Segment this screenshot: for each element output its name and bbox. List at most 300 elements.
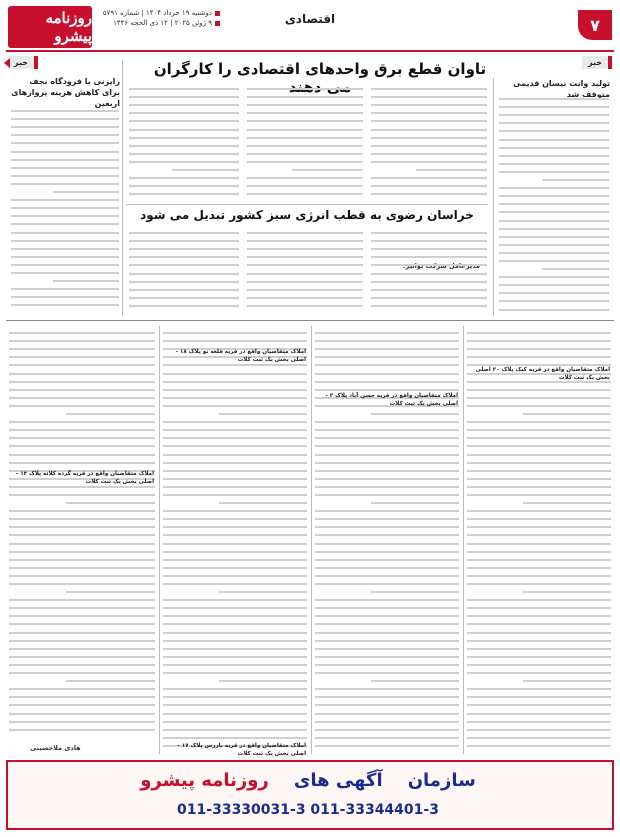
text-line	[371, 674, 459, 682]
text-line	[163, 553, 307, 561]
text-line	[53, 274, 119, 282]
text-line	[9, 375, 155, 383]
text-line	[9, 553, 155, 561]
text-line	[467, 642, 611, 650]
text-line	[499, 213, 609, 221]
text-line	[219, 585, 307, 593]
ad-banner	[6, 760, 614, 830]
text-line	[315, 520, 459, 528]
text-line	[9, 617, 155, 625]
text-line	[315, 439, 459, 447]
text-line	[163, 391, 307, 399]
text-line	[129, 139, 239, 147]
text-line	[542, 262, 609, 270]
text-line	[9, 439, 155, 447]
text-line	[315, 698, 459, 706]
text-line	[467, 456, 611, 464]
text-line	[11, 217, 119, 225]
ad-title-prefix: سازمان	[407, 770, 476, 791]
text-line	[371, 226, 487, 234]
text-line	[315, 561, 459, 569]
text-line	[467, 569, 611, 577]
text-line	[129, 171, 239, 179]
text-line	[247, 275, 363, 283]
arrow-left-icon	[4, 58, 10, 68]
text-line	[315, 658, 459, 666]
text-line	[9, 561, 155, 569]
text-line	[467, 601, 611, 609]
text-line	[315, 504, 459, 512]
text-line	[163, 609, 307, 617]
text-line	[467, 439, 611, 447]
text-line	[129, 291, 239, 299]
text-line	[129, 106, 239, 114]
text-line	[11, 112, 119, 120]
text-line	[163, 334, 307, 342]
ad-title	[18, 770, 598, 791]
text-line	[371, 90, 487, 98]
text-line	[292, 163, 363, 171]
text-line	[499, 116, 609, 124]
text-line	[219, 407, 307, 415]
main-story-col-3	[128, 82, 240, 200]
text-line	[315, 431, 459, 439]
text-line	[467, 617, 611, 625]
text-line	[11, 242, 119, 250]
text-line	[247, 147, 363, 155]
text-line	[129, 283, 239, 291]
text-line	[163, 399, 307, 407]
text-line	[371, 171, 487, 179]
right-story-body	[498, 92, 610, 314]
text-line	[163, 415, 307, 423]
text-line	[467, 472, 611, 480]
ad-title-main: آگهی های	[293, 770, 383, 791]
text-line	[371, 179, 487, 187]
text-line	[499, 92, 609, 100]
text-line	[129, 266, 239, 274]
date-line-1: دوشنبه ۱۹ خرداد ۱۴۰۴ | شماره ۵۷۹۱	[100, 8, 220, 18]
text-line	[499, 270, 609, 278]
text-line	[247, 299, 363, 307]
text-line	[467, 350, 611, 358]
text-line	[467, 423, 611, 431]
text-line	[315, 366, 459, 374]
text-line	[129, 131, 239, 139]
text-line	[9, 706, 155, 714]
text-line	[315, 723, 459, 731]
text-line	[163, 504, 307, 512]
text-line	[371, 299, 487, 307]
text-line	[9, 666, 155, 674]
text-line	[11, 136, 119, 144]
column-divider	[311, 326, 312, 754]
text-line	[163, 439, 307, 447]
text-line	[9, 504, 155, 512]
text-line	[247, 90, 363, 98]
text-line	[163, 698, 307, 706]
text-line	[129, 179, 239, 187]
text-line	[9, 415, 155, 423]
text-line	[315, 326, 459, 334]
text-line	[371, 496, 459, 504]
text-line	[163, 456, 307, 464]
text-line	[371, 187, 487, 195]
left-story-title: رایزنی با فرودگاه نجف برای کاهش هزینه پروازهای اربعین	[11, 77, 120, 108]
text-line	[315, 577, 459, 585]
text-line	[523, 496, 611, 504]
text-line	[9, 431, 155, 439]
text-line	[9, 642, 155, 650]
text-line	[467, 690, 611, 698]
text-line	[163, 642, 307, 650]
text-line	[219, 674, 307, 682]
text-line	[315, 690, 459, 698]
text-line	[247, 226, 363, 234]
text-line	[163, 423, 307, 431]
text-line	[247, 98, 363, 106]
text-line	[416, 163, 487, 171]
text-line	[315, 358, 459, 366]
text-line	[315, 472, 459, 480]
text-line	[9, 520, 155, 528]
news-tag-left: خبر	[8, 56, 38, 69]
text-line	[247, 283, 363, 291]
text-line	[467, 658, 611, 666]
text-line	[371, 98, 487, 106]
text-line	[247, 242, 363, 250]
text-line	[499, 222, 609, 230]
text-line	[9, 391, 155, 399]
text-line	[11, 104, 119, 112]
column-divider	[159, 326, 160, 754]
text-line	[163, 545, 307, 553]
text-line	[129, 114, 239, 122]
text-line	[66, 496, 155, 504]
text-line	[467, 561, 611, 569]
text-line	[9, 625, 155, 633]
text-line	[129, 242, 239, 250]
text-line	[371, 114, 487, 122]
text-line	[499, 157, 609, 165]
text-line	[315, 464, 459, 472]
notice-col-3	[162, 326, 308, 754]
text-line	[371, 283, 487, 291]
text-line	[247, 131, 363, 139]
text-line	[163, 569, 307, 577]
text-line	[467, 577, 611, 585]
text-line	[11, 161, 119, 169]
text-line	[371, 234, 487, 242]
text-line	[467, 520, 611, 528]
notice-label: املاک متقاضیان واقع در قریه حسن آباد پلاک ۳ - اصلی بخش یک ثبت کلات	[325, 393, 458, 407]
text-line	[467, 739, 611, 747]
column-divider	[463, 326, 464, 754]
text-line	[163, 528, 307, 536]
text-line	[9, 456, 155, 464]
text-line	[163, 472, 307, 480]
text-line	[315, 731, 459, 739]
page-number: ۷	[578, 10, 612, 40]
text-line	[499, 278, 609, 286]
text-line	[9, 383, 155, 391]
text-line	[315, 447, 459, 455]
text-line	[9, 358, 155, 366]
text-line	[9, 609, 155, 617]
text-line	[467, 723, 611, 731]
text-line	[163, 447, 307, 455]
notice-col-1	[466, 326, 612, 754]
text-line	[11, 153, 119, 161]
text-line	[9, 634, 155, 642]
second-story-col-3	[128, 226, 240, 314]
text-line	[467, 431, 611, 439]
text-line	[11, 282, 119, 290]
text-line	[499, 302, 609, 310]
text-line	[247, 171, 363, 179]
text-line	[467, 383, 611, 391]
text-line	[499, 165, 609, 173]
text-line	[163, 375, 307, 383]
text-line	[53, 185, 119, 193]
text-line	[315, 350, 459, 358]
main-story-col-2	[246, 82, 364, 200]
text-line	[163, 480, 307, 488]
notice-label: املاک متقاضیان واقع در قریه گرده کلاته پلاک ۱۴ - اصلی بخش یک ثبت کلات	[15, 471, 154, 485]
text-line	[11, 201, 119, 209]
text-line	[11, 266, 119, 274]
text-line	[9, 601, 155, 609]
text-line	[467, 464, 611, 472]
text-line	[499, 149, 609, 157]
text-line	[247, 291, 363, 299]
text-line	[9, 545, 155, 553]
text-line	[499, 108, 609, 116]
text-line	[129, 98, 239, 106]
page-header	[0, 0, 620, 52]
text-line	[9, 447, 155, 455]
text-line	[315, 706, 459, 714]
text-line	[315, 536, 459, 544]
text-line	[467, 399, 611, 407]
issue-dates	[100, 8, 220, 28]
ad-phones: 011-33330031-3 011-33344401-3	[177, 802, 439, 818]
notice-col-4	[8, 326, 156, 738]
notice-label: املاک متقاضیان واقع در قریه کبک پلاک ۲۰ اصلی بخش یک ثبت کلات	[475, 367, 610, 381]
text-line	[315, 569, 459, 577]
text-line	[247, 250, 363, 258]
text-line	[467, 609, 611, 617]
text-line	[467, 447, 611, 455]
text-line	[9, 488, 155, 496]
text-line	[9, 399, 155, 407]
text-line	[315, 642, 459, 650]
main-story-col-1	[370, 82, 488, 200]
text-line	[11, 120, 119, 128]
text-line	[163, 666, 307, 674]
text-line	[523, 585, 611, 593]
text-line	[129, 275, 239, 283]
text-line	[371, 106, 487, 114]
text-line	[315, 528, 459, 536]
text-line	[467, 391, 611, 399]
text-line	[9, 650, 155, 658]
text-line	[315, 342, 459, 350]
text-line	[371, 155, 487, 163]
text-line	[499, 286, 609, 294]
text-line	[371, 122, 487, 130]
text-line	[467, 650, 611, 658]
signature: هادی ملاحسینی	[30, 744, 81, 752]
text-line	[467, 682, 611, 690]
text-line	[9, 512, 155, 520]
text-line	[163, 634, 307, 642]
text-line	[9, 350, 155, 358]
text-line	[315, 480, 459, 488]
text-line	[467, 731, 611, 739]
text-line	[371, 242, 487, 250]
text-line	[172, 163, 239, 171]
text-line	[247, 179, 363, 187]
text-line	[129, 147, 239, 155]
text-line	[247, 114, 363, 122]
text-line	[163, 706, 307, 714]
text-line	[129, 250, 239, 258]
text-line	[163, 690, 307, 698]
text-line	[66, 407, 155, 415]
text-line	[467, 593, 611, 601]
text-line	[467, 528, 611, 536]
text-line	[219, 496, 307, 504]
text-line	[467, 512, 611, 520]
text-line	[371, 585, 459, 593]
text-line	[467, 706, 611, 714]
text-line	[163, 658, 307, 666]
text-line	[371, 82, 487, 90]
text-line	[163, 731, 307, 739]
text-line	[315, 553, 459, 561]
text-line	[163, 723, 307, 731]
text-line	[499, 181, 609, 189]
text-line	[315, 650, 459, 658]
text-line	[163, 715, 307, 723]
text-line	[9, 569, 155, 577]
left-story-body	[10, 104, 120, 314]
text-line	[11, 250, 119, 258]
text-line	[467, 634, 611, 642]
text-line	[542, 173, 609, 181]
text-line	[523, 674, 611, 682]
text-line	[163, 601, 307, 609]
text-line	[371, 291, 487, 299]
second-headline: خراسان رضوی به قطب انرژی سبز کشور تبدیل می شود	[140, 208, 474, 222]
text-line	[9, 366, 155, 374]
text-line	[371, 147, 487, 155]
text-line	[129, 155, 239, 163]
text-line	[163, 650, 307, 658]
text-line	[247, 187, 363, 195]
text-line	[247, 106, 363, 114]
text-line	[163, 512, 307, 520]
text-line	[315, 666, 459, 674]
text-line	[129, 82, 239, 90]
text-line	[163, 431, 307, 439]
text-line	[11, 193, 119, 201]
text-line	[315, 423, 459, 431]
text-line	[163, 561, 307, 569]
text-line	[467, 536, 611, 544]
text-line	[163, 682, 307, 690]
text-line	[315, 383, 459, 391]
section-divider	[126, 204, 488, 205]
text-line	[467, 698, 611, 706]
text-line	[9, 593, 155, 601]
text-line	[11, 128, 119, 136]
text-line	[11, 177, 119, 185]
text-line	[66, 674, 155, 682]
text-line	[11, 144, 119, 152]
text-line	[315, 715, 459, 723]
text-line	[523, 407, 611, 415]
text-line	[467, 666, 611, 674]
text-line	[9, 423, 155, 431]
text-line	[467, 480, 611, 488]
text-line	[9, 715, 155, 723]
text-line	[315, 488, 459, 496]
text-line	[315, 609, 459, 617]
text-line	[163, 383, 307, 391]
column-divider	[122, 60, 123, 316]
text-line	[315, 415, 459, 423]
text-line	[9, 528, 155, 536]
text-line	[467, 342, 611, 350]
text-line	[9, 698, 155, 706]
text-line	[9, 682, 155, 690]
text-line	[499, 132, 609, 140]
byline: مدیرعامل شرکت توانیر:	[402, 262, 480, 270]
text-line	[315, 682, 459, 690]
text-line	[129, 234, 239, 242]
text-line	[371, 407, 459, 415]
text-line	[163, 617, 307, 625]
text-line	[163, 593, 307, 601]
text-line	[467, 504, 611, 512]
second-story-col-1	[370, 226, 488, 314]
text-line	[467, 488, 611, 496]
text-line	[129, 226, 239, 234]
text-line	[371, 266, 487, 274]
notices-divider	[6, 320, 614, 321]
text-line	[9, 342, 155, 350]
text-line	[163, 366, 307, 374]
main-headline: تاوان قطع برق واحدهای اقتصادی را کارگران می دهند	[153, 60, 487, 96]
text-line	[499, 238, 609, 246]
text-line	[315, 375, 459, 383]
text-line	[163, 520, 307, 528]
text-line	[163, 577, 307, 585]
text-line	[247, 122, 363, 130]
text-line	[371, 139, 487, 147]
text-line	[315, 634, 459, 642]
text-line	[247, 82, 363, 90]
text-line	[467, 545, 611, 553]
text-line	[163, 536, 307, 544]
text-line	[163, 464, 307, 472]
text-line	[9, 536, 155, 544]
text-line	[499, 230, 609, 238]
text-line	[66, 585, 155, 593]
text-line	[499, 246, 609, 254]
